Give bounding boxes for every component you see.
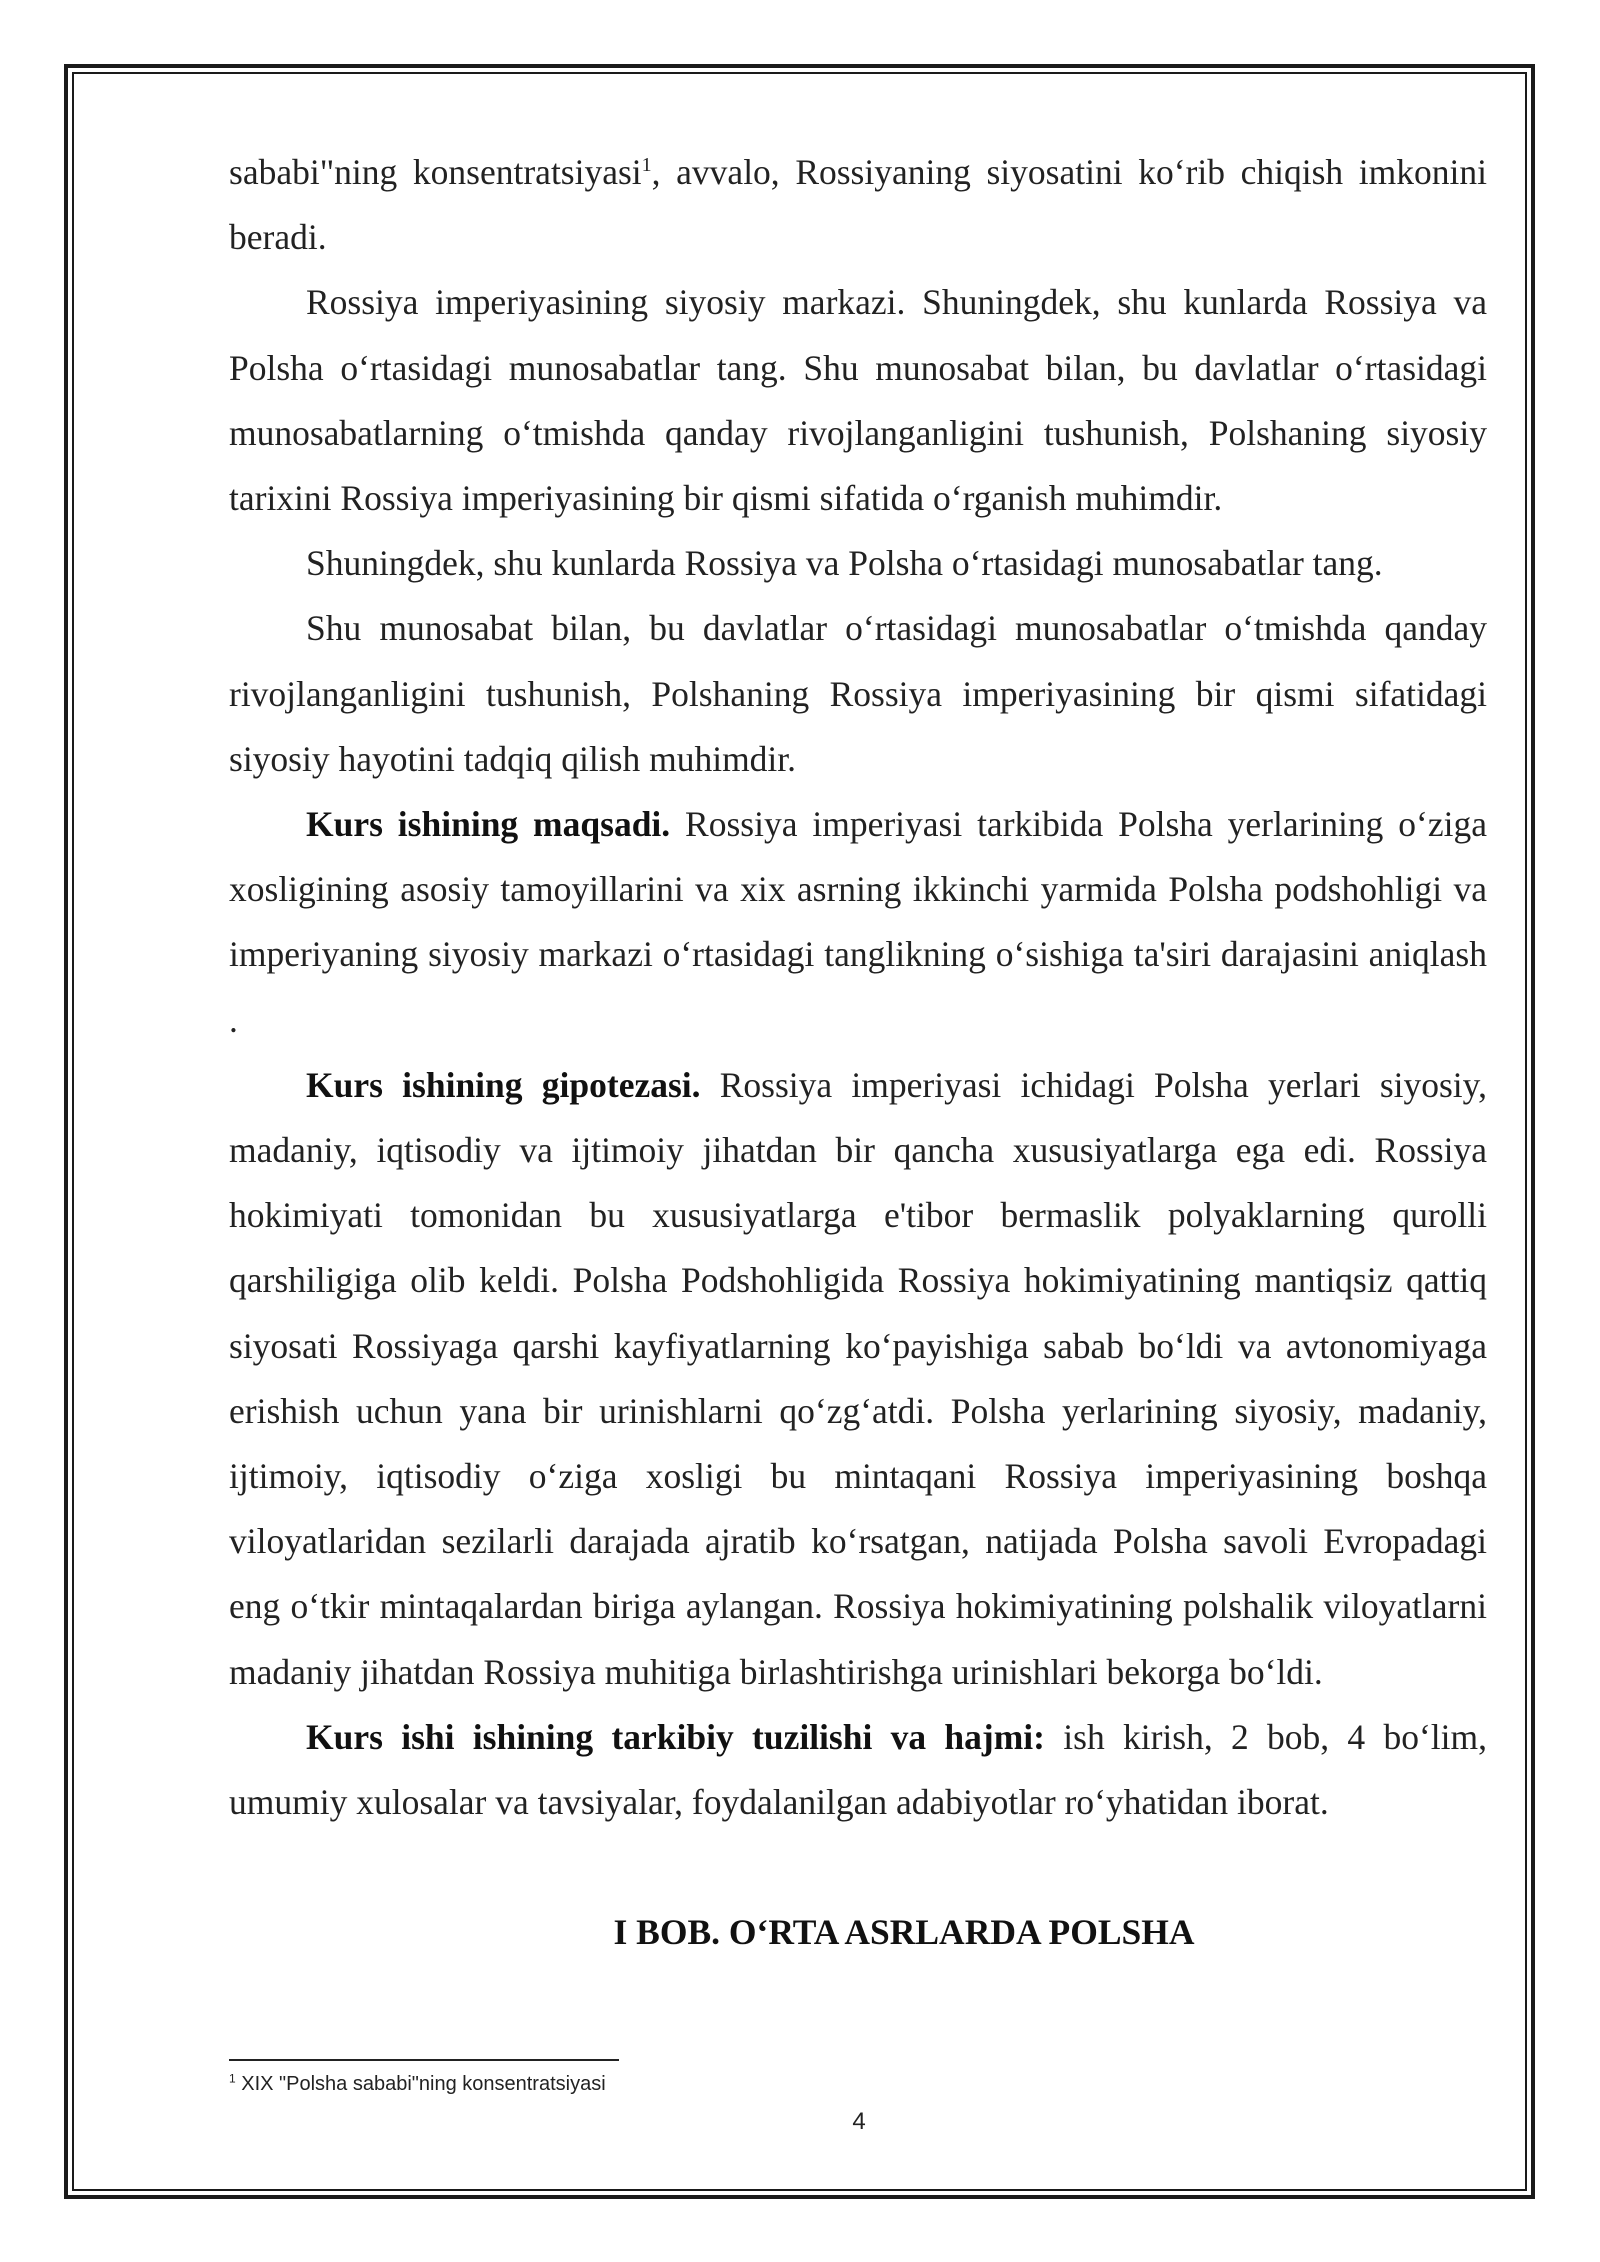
paragraph-bold-lead: Kurs ishining maqsadi. [306,804,671,845]
footnote-reference[interactable]: 1 [641,154,652,177]
document-body [229,140,1487,1965]
paragraph-text: Rossiya imperiyasi ichidagi Polsha yerlari siyosiy, madaniy, iqtisodiy va ijtimoiy jihatdan bir qancha xususiyatlarga ega edi. Rossiya hokimiyati tomonidan bu xususiyatlarga e'tibor bermaslik polyaklarning qurolli qarshiligiga olib keldi. Polsha Podshohligida Rossiya hokimiyatining mantiqsiz qattiq siyosati Rossiyaga qarshi kayfiyatlarning ko‘payishiga sabab bo‘ldi va avtonomiyaga erishish uchun yana bir urinishlarni qo‘zg‘atdi. Polsha yerlarining siyosiy, madaniy, ijtimoiy, iqtisodiy o‘ziga xosligi bu mintaqani Rossiya imperiyasining boshqa viloyatlaridan sezilarli darajada ajratib ko‘rsatgan, natijada Polsha savoli Evropadagi eng o‘tkir mintaqalardan biriga aylangan. Rossiya hokimiyatining polshalik viloyatlarni madaniy jihatdan Rossiya muhitiga birlashtirishga urinishlari bekorga bo‘ldi. [229,1064,1487,1692]
paragraph: Rossiya imperiyasining siyosiy markazi. Shuningdek, shu kunlarda Rossiya va Polsha o‘rtasidagi munosabatlar tang. Shu munosabat bilan, bu davlatlar o‘rtasidagi munosabatlarning o‘tmishda qanday rivojlanganligini tushunish, Polshaning siyosiy tarixini Rossiya imperiyasining bir qismi sifatida o‘rganish muhimdir. [229,282,1487,519]
paragraph-text: , avvalo, Rossiyaning siyosatini ko‘rib chiqish imkonini beradi. [229,152,1487,258]
paragraph-text: sababi"ning konsentratsiyasi [229,152,642,192]
paragraph-text: ish kirish, 2 bob, 4 bo‘lim, umumiy xulosalar va tavsiyalar, foydalanilgan adabiyotlar ro‘yhatidan iborat. [229,1716,1487,1823]
footnote-separator [229,2059,619,2061]
footnote [229,2070,606,2098]
chapter-heading: I BOB. O‘RTA ASRLARDA POLSHA [613,1912,1195,1953]
paragraph-structure [229,1705,1487,1835]
paragraph-text: Rossiya imperiyasi tarkibida Polsha yerlarining o‘ziga xosligining asosiy tamoyillarini va xix asrning ikkinchi yarmida Polsha podshohligi va imperiyaning siyosiy markazi o‘rtasidagi tanglikning o‘sishiga ta'siri darajasini aniqlash . [229,804,1487,1040]
paragraph-hypothesis [229,1053,1487,1705]
paragraph-bold-lead: Kurs ishi ishining tarkibiy tuzilishi va hajmi: [306,1716,1045,1757]
paragraph: Shu munosabat bilan, bu davlatlar o‘rtasidagi munosabatlar o‘tmishda qanday rivojlanganligini tushunish, Polshaning Rossiya imperiyasining bir qismi sifatidagi siyosiy hayotini tadqiq qilish muhimdir. [229,608,1487,779]
paragraph-continuation [229,140,1487,270]
page-number: 4 [852,2108,866,2135]
footnote-marker: 1 [229,2071,236,2086]
paragraph: Shuningdek, shu kunlarda Rossiya va Polsha o‘rtasidagi munosabatlar tang. [306,543,1383,584]
paragraph-goal [229,792,1487,1053]
footnote-text: XIX "Polsha sababi"ning konsentratsiyasi [235,2073,606,2095]
paragraph-bold-lead: Kurs ishining gipotezasi. [306,1064,701,1105]
